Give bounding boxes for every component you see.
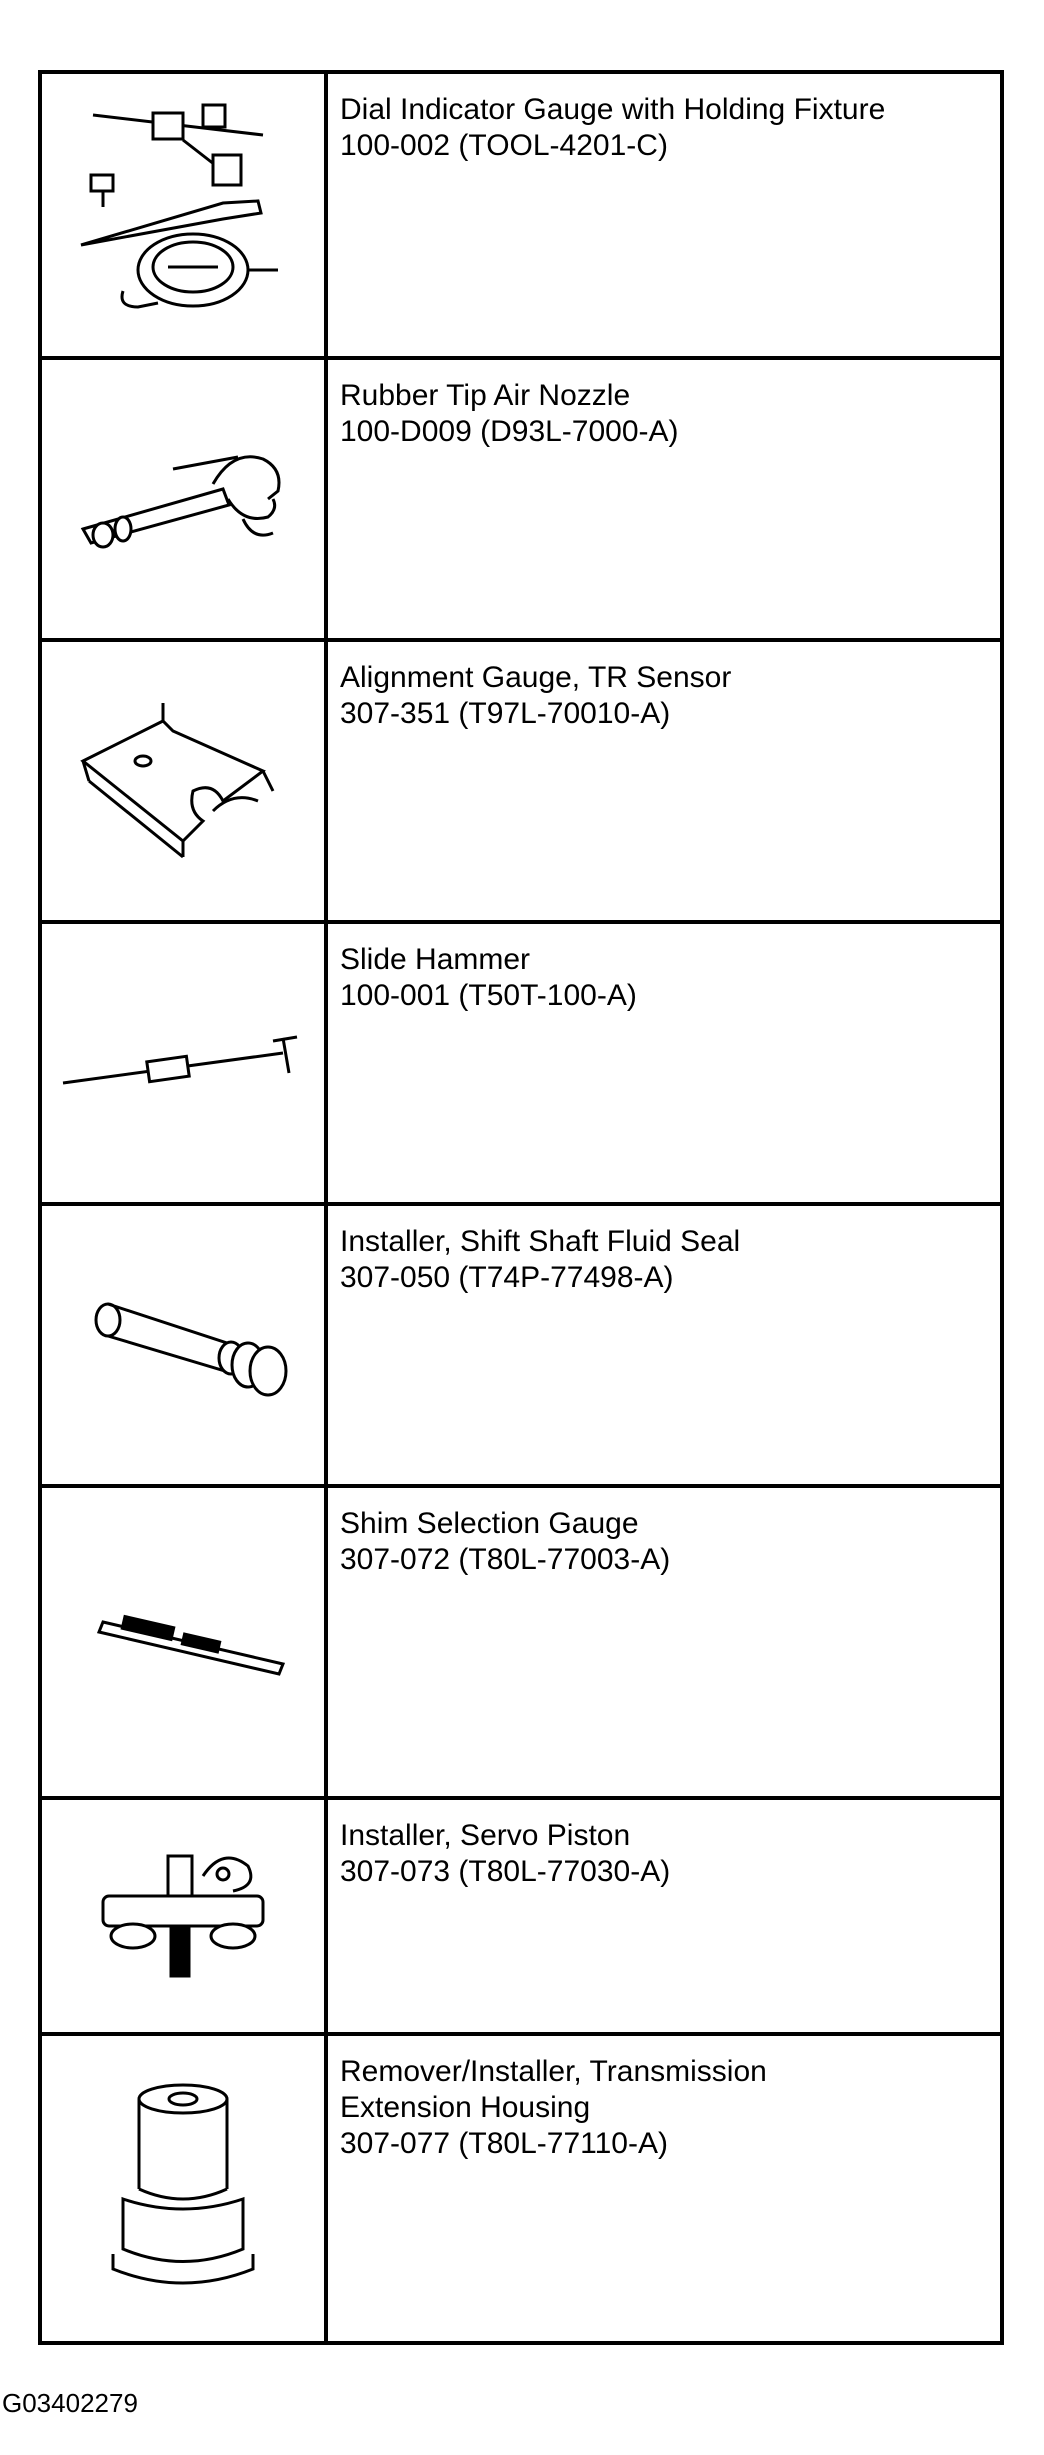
- alignment-gauge-icon: [63, 681, 303, 881]
- tool-image-cell: [42, 1206, 328, 1484]
- tool-image-cell: [42, 924, 328, 1202]
- tool-row: [42, 74, 1000, 356]
- tool-name: Slide Hammer: [340, 943, 531, 976]
- tool-description: [332, 74, 1000, 356]
- tool-number: 307-050 (T74P-77498-A): [340, 1261, 674, 1294]
- tool-description: [332, 2036, 1000, 2341]
- tool-number: 307-077 (T80L-77110-A): [340, 2127, 668, 2160]
- tool-description: [332, 642, 1000, 920]
- tool-row: [42, 638, 1000, 920]
- tool-name: Alignment Gauge, TR Sensor: [340, 661, 732, 694]
- tool-number: 100-001 (T50T-100-A): [340, 979, 637, 1012]
- tool-name: Installer, Servo Piston: [340, 1819, 631, 1852]
- dial-indicator-gauge-icon: [63, 95, 303, 335]
- tool-name: Rubber Tip Air Nozzle: [340, 379, 631, 412]
- tool-number: 307-072 (T80L-77003-A): [340, 1543, 671, 1576]
- tool-row: [42, 1484, 1000, 1796]
- tool-number: 100-002 (TOOL-4201-C): [340, 129, 668, 162]
- tool-description: [332, 1206, 1000, 1484]
- tool-image-cell: [42, 360, 328, 638]
- tool-name: Shim Selection Gauge: [340, 1507, 639, 1540]
- extension-housing-tool-icon: [83, 2069, 283, 2309]
- tool-number: 100-D009 (D93L-7000-A): [340, 415, 679, 448]
- seal-installer-icon: [63, 1285, 303, 1405]
- tool-row: [42, 356, 1000, 638]
- tool-row: [42, 2032, 1000, 2341]
- tool-row: [42, 920, 1000, 1202]
- special-tools-table: [38, 70, 1004, 2345]
- tool-description: [332, 924, 1000, 1202]
- tool-name: Remover/Installer, Transmission: [340, 2055, 767, 2088]
- air-nozzle-icon: [63, 429, 303, 569]
- figure-id: G03402279: [2, 2388, 138, 2418]
- tool-description: [332, 360, 1000, 638]
- tool-image-cell: [42, 1800, 328, 2032]
- tool-number: 307-073 (T80L-77030-A): [340, 1855, 671, 1888]
- tool-description: [332, 1800, 1000, 2032]
- tool-name: Installer, Shift Shaft Fluid Seal: [340, 1225, 741, 1258]
- slide-hammer-icon: [53, 1013, 313, 1113]
- tool-image-cell: [42, 74, 328, 356]
- tool-image-cell: [42, 642, 328, 920]
- servo-piston-installer-icon: [73, 1836, 293, 1996]
- tool-row: [42, 1796, 1000, 2032]
- tool-image-cell: [42, 2036, 328, 2341]
- shim-gauge-icon: [63, 1592, 303, 1692]
- tool-name: Dial Indicator Gauge with Holding Fixture: [340, 93, 886, 126]
- tool-name-continued: Extension Housing: [340, 2091, 591, 2124]
- tool-image-cell: [42, 1488, 328, 1796]
- tool-row: [42, 1202, 1000, 1484]
- tool-number: 307-351 (T97L-70010-A): [340, 697, 671, 730]
- tool-description: [332, 1488, 1000, 1796]
